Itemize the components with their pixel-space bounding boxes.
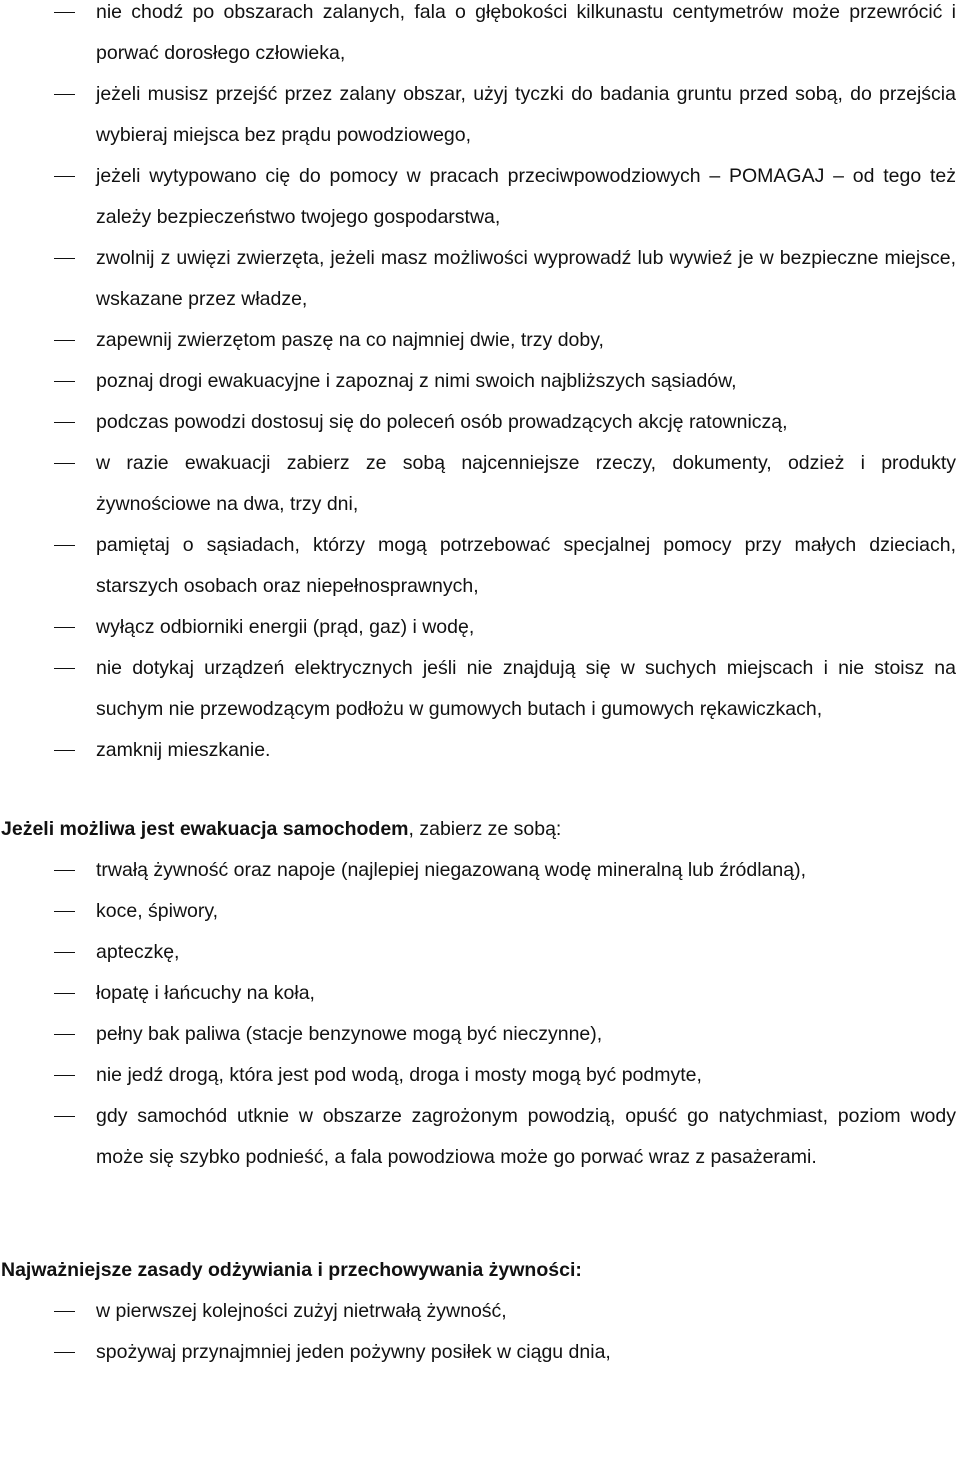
list-item-text: jeżeli wytypowano cię do pomocy w pracach przeciwpowodziowych – POMAGAJ – od tego też zależy bezpieczeństwo twojego gospodarstwa,	[96, 165, 956, 228]
list-item-text: trwałą żywność oraz napoje (najlepiej niegazowaną wodę mineralną lub źródlaną),	[96, 859, 806, 881]
heading-bold-text: Jeżeli możliwa jest ewakuacja samochodem	[1, 818, 409, 840]
list-item	[0, 1291, 960, 1332]
list-item	[0, 402, 960, 443]
dash-bullet-icon	[54, 1075, 75, 1076]
list-item	[0, 525, 960, 607]
heading-rest-text: , zabierz ze sobą:	[408, 818, 562, 840]
dash-bullet-icon	[54, 870, 75, 871]
list-item-text: poznaj drogi ewakuacyjne i zapoznaj z nimi swoich najbliższych sąsiadów,	[96, 370, 737, 392]
list-item-text: nie dotykaj urządzeń elektrycznych jeśli nie znajdują się w suchych miejscach i nie stoisz na suchym nie przewodzącym podłożu w gumowych butach i gumowych rękawiczkach,	[96, 657, 956, 720]
list-item	[0, 238, 960, 320]
list-item	[0, 891, 960, 932]
dash-bullet-icon	[54, 627, 75, 628]
dash-bullet-icon	[54, 993, 75, 994]
dash-bullet-icon	[54, 1116, 75, 1117]
section-spacer	[0, 1178, 960, 1250]
list-item	[0, 1055, 960, 1096]
dash-bullet-icon	[54, 463, 75, 464]
dash-bullet-icon	[54, 668, 75, 669]
list-item	[0, 1332, 960, 1373]
section-heading-food-rules	[0, 1250, 960, 1291]
list-item-text: gdy samochód utknie w obszarze zagrożonym powodzią, opuść go natychmiast, poziom wody może się szybko podnieść, a fala powodziowa może go porwać wraz z pasażerami.	[96, 1105, 956, 1168]
dash-bullet-icon	[54, 1352, 75, 1353]
list-item-text: łopatę i łańcuchy na koła,	[96, 982, 315, 1004]
list-item-text: w razie ewakuacji zabierz ze sobą najcenniejsze rzeczy, dokumenty, odzież i produkty żywnościowe na dwa, trzy dni,	[96, 452, 956, 515]
dash-bullet-icon	[54, 258, 75, 259]
car-evacuation-list	[0, 850, 960, 1178]
heading-bold-text: Najważniejsze zasady odżywiania i przechowywania żywności:	[1, 1259, 582, 1281]
dash-bullet-icon	[54, 750, 75, 751]
list-item	[0, 648, 960, 730]
list-item	[0, 156, 960, 238]
list-item	[0, 0, 960, 74]
section-heading-car-evacuation	[0, 809, 960, 850]
list-item	[0, 443, 960, 525]
list-item	[0, 1014, 960, 1055]
list-item-text: nie jedź drogą, która jest pod wodą, droga i mosty mogą być podmyte,	[96, 1064, 702, 1086]
dash-bullet-icon	[54, 381, 75, 382]
section-spacer	[0, 771, 960, 809]
dash-bullet-icon	[54, 911, 75, 912]
list-item-text: spożywaj przynajmniej jeden pożywny posiłek w ciągu dnia,	[96, 1341, 611, 1363]
dash-bullet-icon	[54, 1311, 75, 1312]
list-item	[0, 932, 960, 973]
dash-bullet-icon	[54, 422, 75, 423]
list-item	[0, 361, 960, 402]
dash-bullet-icon	[54, 176, 75, 177]
list-item-text: koce, śpiwory,	[96, 900, 219, 922]
list-item-text: wyłącz odbiorniki energii (prąd, gaz) i wodę,	[96, 616, 475, 638]
dash-bullet-icon	[54, 94, 75, 95]
dash-bullet-icon	[54, 545, 75, 546]
food-rules-list	[0, 1291, 960, 1373]
list-item	[0, 320, 960, 361]
list-item	[0, 74, 960, 156]
list-item-text: zwolnij z uwięzi zwierzęta, jeżeli masz możliwości wyprowadź lub wywieź je w bezpieczne miejsce, wskazane przez władze,	[96, 247, 956, 310]
list-item-text: nie chodź po obszarach zalanych, fala o głębokości kilkunastu centymetrów może przewrócić i porwać dorosłego człowieka,	[96, 1, 956, 64]
dash-bullet-icon	[54, 952, 75, 953]
list-item-text: pełny bak paliwa (stacje benzynowe mogą być nieczynne),	[96, 1023, 603, 1045]
list-item	[0, 1096, 960, 1178]
list-item	[0, 973, 960, 1014]
list-item	[0, 607, 960, 648]
dash-bullet-icon	[54, 12, 75, 13]
list-item	[0, 730, 960, 771]
list-item	[0, 850, 960, 891]
list-item-text: pamiętaj o sąsiadach, którzy mogą potrzebować specjalnej pomocy przy małych dzieciach, starszych osobach oraz niepełnosprawnych,	[96, 534, 956, 597]
list-item-text: zamknij mieszkanie.	[96, 739, 271, 761]
dash-bullet-icon	[54, 340, 75, 341]
dash-bullet-icon	[54, 1034, 75, 1035]
list-item-text: jeżeli musisz przejść przez zalany obszar, użyj tyczki do badania gruntu przed sobą, do przejścia wybieraj miejsca bez prądu powodziowego,	[96, 83, 956, 146]
list-item-text: w pierwszej kolejności zużyj nietrwałą żywność,	[96, 1300, 507, 1322]
list-item-text: podczas powodzi dostosuj się do poleceń osób prowadzących akcję ratowniczą,	[96, 411, 788, 433]
list-item-text: zapewnij zwierzętom paszę na co najmniej dwie, trzy doby,	[96, 329, 604, 351]
list-item-text: apteczkę,	[96, 941, 180, 963]
